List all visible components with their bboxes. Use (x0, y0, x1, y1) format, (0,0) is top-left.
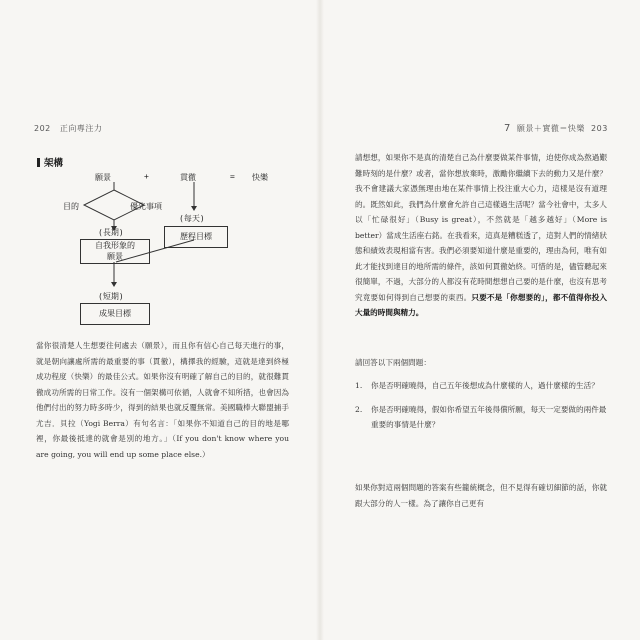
left-body-paragraph: 當你很清楚人生想要往何處去（願景），而且你有信心自己每天進行的事，就是朝向讓處所需的最重要的事（貫徹），構擇我的經驗，這就是達到終極成功程度（快樂）的最佳公式。如果你沒有明確了解自己的目的，就很難貫徹成功所需的日常工作。沒有一個架構可依循，人就會不知所措，也會因為他們付出的努力時多時少，得到的結果也就反覆無常。美國職棒大聯盟捕手尤吉．貝拉（Yogi Berra）有句名言：「如果你不知道自己的目的地是哪裡，你最後抵達的就會是別的地方。」（If you don't know where you are going, you will end up some place else.） (36, 341, 289, 459)
list-item: 1. 你是否明確曉得，自己五年後想成為什麼樣的人，過什麼樣的生活？ (355, 381, 599, 390)
right-body-paragraph-1: 請想想，如果你不是真的清楚自己為什麼要做某件事情，迫使你成為熬過艱難時刻的是什麼？或者，當你想放棄時，激勵你繼續下去的動力又是什麼？我不會建議大家憑無理由地在某件事情上投注重大心力，這樣是沒有道理的。既然如此，我們為什麼會允許自己這樣過生活呢？當今社會中，太多人以「忙碌很好」（Busy is great），不然就是「越多越好」（More is better）當成生活座右銘。在我看來，這真是糟糕透了，這對人們的情緒狀態和績效表現相當有害。我們必須要知道什麼是重要的，理由為何，唯有如此才能找到達目的地所需的條件，該如何貫徹始終。可惜的是，儘管聽起來很簡單，不過，大部分的人都沒有花時間想想自己要的是什麼，也沒有思考究竟要如何得到自己想要的東西。只要不是「你想要的」，都不值得你投入大量的時間與精力。 (355, 153, 607, 317)
right-body-paragraph-2: 請回答以下兩個問題： (355, 358, 431, 367)
right-body-paragraph-3: 如果你對這兩個問題的答案有些籠統概念，但不見得有確切細節的話，你就跟大部分的人一樣。為了讓你自己更有 (355, 483, 607, 508)
left-page-number: 202 (34, 124, 51, 133)
section-marker (37, 158, 40, 167)
diagram-long-term: (長期) (98, 228, 124, 237)
outcome-goal-box: 成果目標 (80, 303, 150, 325)
left-header-title: 正向專注力 (59, 124, 103, 133)
framework-diagram (40, 170, 310, 330)
diagram-short-term: (短期) (98, 292, 124, 301)
list-item: 2. 你是否明確曉得，假如你希望五年後得償所願，每天一定要做的兩件最重要的事情是什麼？ (355, 404, 607, 429)
section-title: 架構 (37, 155, 63, 169)
diagram-priority: 優先事項 (130, 202, 162, 211)
left-running-head (34, 123, 102, 134)
diagram-execution: 貫徹 (180, 173, 196, 182)
question-list (355, 378, 610, 441)
diagram-happiness: 快樂 (252, 173, 268, 182)
diagram-vision: 願景 (95, 173, 111, 182)
diagram-daily: (每天) (179, 214, 205, 223)
emphasis-text: 只要不是「你想要的」，都不值得你投入大量的時間與精力。 (355, 292, 607, 317)
right-page-number: 203 (591, 124, 608, 133)
diagram-equals: = (230, 172, 235, 181)
chapter-number: 7 (504, 123, 511, 134)
process-goal-box: 歷程目標 (164, 226, 228, 248)
self-vision-box: 自我形象的 願景 (80, 239, 150, 264)
diagram-purpose: 目的 (63, 202, 79, 211)
right-header-title: 願景＋實徹＝快樂 (516, 124, 585, 133)
book-gutter (316, 0, 324, 640)
right-running-head (504, 123, 608, 134)
diagram-plus: + (144, 172, 149, 181)
